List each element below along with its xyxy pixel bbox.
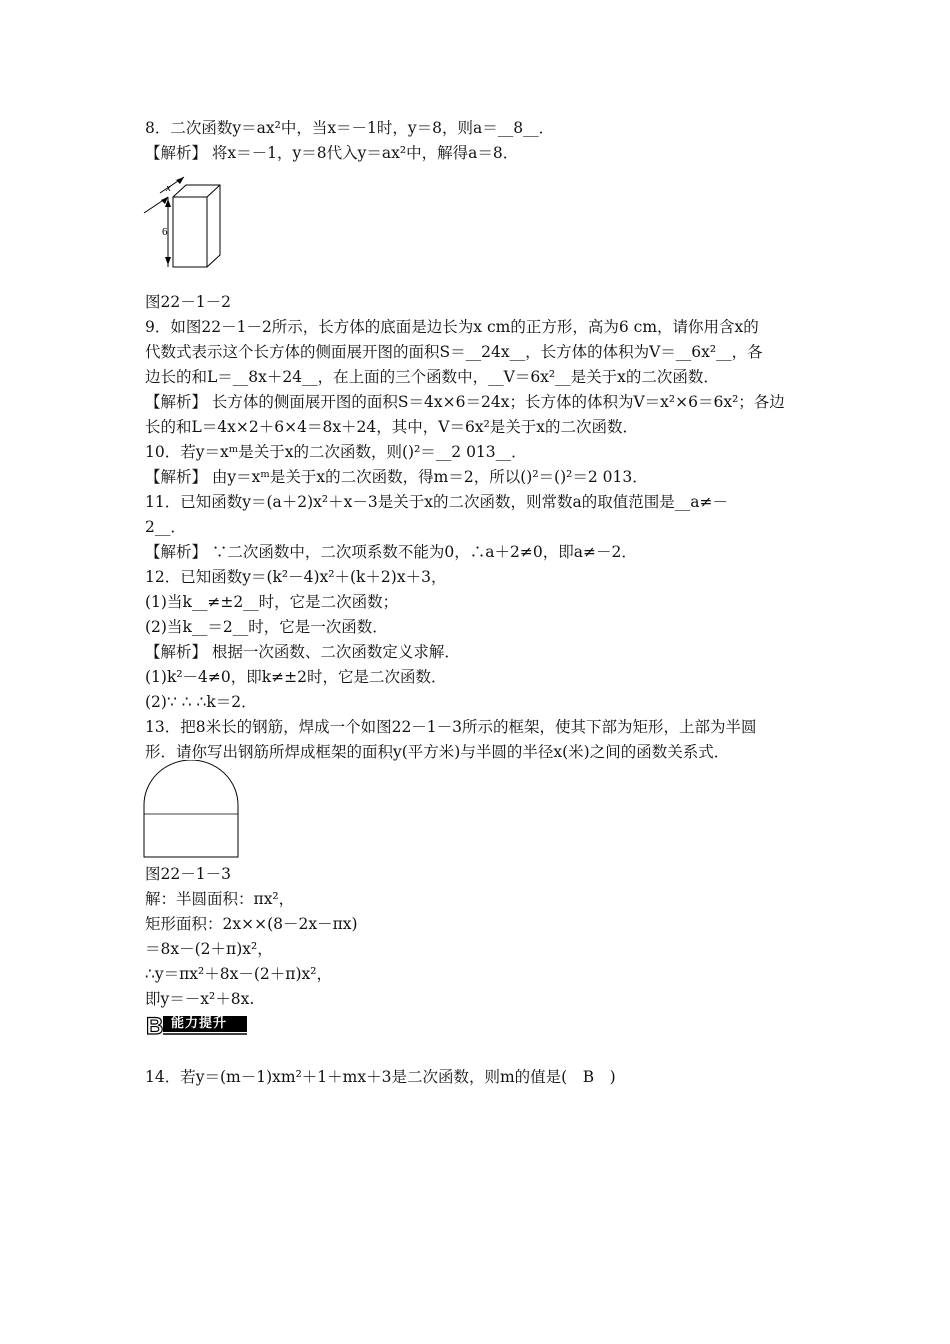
badge-letter: B <box>146 1013 164 1037</box>
box-front-face <box>173 197 207 267</box>
solution-line-4: ∴y＝πx²＋8x－(2＋π)x²， <box>145 965 332 983</box>
q11-line1: 11．已知函数y＝(a＋2)x²＋x－3是关于x的二次函数，则常数a的取值范围是__a≠－ <box>145 493 728 511</box>
q12-analysis: 【解析】 根据一次函数、二次函数定义求解． <box>145 643 460 661</box>
fig-22-1-2-caption: 图22－1－2 <box>145 293 231 311</box>
q12-question: 12．已知函数y＝(k²－4)x²＋(k＋2)x＋3， <box>145 568 447 586</box>
frame-figure <box>140 760 242 860</box>
box-figure <box>140 165 225 275</box>
q11-line2: 2__． <box>145 518 186 536</box>
q9-analysis1: 【解析】 长方体的侧面展开图的面积S＝4x×6＝24x；长方体的体积为V＝x²×6＝6x²；各边 <box>145 393 785 411</box>
q9-analysis2: 长的和L＝4x×2＋6×4＝8x＋24，其中，V＝6x²是关于x的二次函数． <box>145 418 639 436</box>
solution-line-5: 即y＝－x²＋8x. <box>145 990 255 1008</box>
solution-line-2: 矩形面积：2x××(8－2x－πx) <box>145 915 358 933</box>
fig-22-1-3-caption: 图22－1－3 <box>145 865 231 883</box>
q12-analysis2: (2)∵ ∴ ∴k＝2． <box>145 693 257 711</box>
frame-outline <box>144 760 238 857</box>
solution-line-3: ＝8x－(2＋π)x²， <box>145 940 273 958</box>
solution-line-1: 解：半圆面积：πx²， <box>145 890 295 908</box>
q10-analysis: 【解析】 由y＝xᵐ是关于x的二次函数，得m＝2，所以()²＝()²＝2 013． <box>145 468 648 486</box>
q8-question: 8．二次函数y＝ax²中，当x＝－1时，y＝8，则a＝__8__． <box>145 119 555 137</box>
q10-question: 10．若y＝xᵐ是关于x的二次函数，则()²＝__2 013__． <box>145 443 527 461</box>
q9-line1: 9．如图22－1－2所示，长方体的底面是边长为x cm的正方形，高为6 cm，请你用含x的 <box>145 318 759 336</box>
label-6: 6 <box>162 226 168 238</box>
section-badge <box>145 1013 250 1037</box>
q8-analysis: 【解析】 将x＝－1，y＝8代入y＝ax²中，解得a＝8． <box>145 144 519 162</box>
q9-line3: 边长的和L＝__8x＋24__，在上面的三个函数中，__V＝6x²__是关于x的二次函数． <box>145 368 719 386</box>
q12-part2: (2)当k__＝2__时，它是一次函数． <box>145 618 388 636</box>
q12-analysis1: (1)k²－4≠0，即k≠±2时，它是二次函数． <box>145 668 447 686</box>
q11-analysis: 【解析】 ∵二次函数中，二次项系数不能为0，∴a＋2≠0，即a≠－2． <box>145 543 637 561</box>
q13-line1: 13．把8米长的钢筋，焊成一个如图22－1－3所示的框架，使其下部为矩形，上部为半圆 <box>145 718 757 736</box>
q9-line2: 代数式表示这个长方体的侧面展开图的面积S＝__24x__，长方体的体积为V＝__6x²__，各 <box>145 343 763 361</box>
q13-line2: 形．请你写出钢筋所焊成框架的面积y(平方米)与半圆的半径x(米)之间的函数关系式． <box>145 743 730 761</box>
q12-part1: (1)当k__≠±2__时，它是二次函数； <box>145 593 399 611</box>
label-x: x <box>166 182 171 194</box>
badge-title: 能力提升 <box>171 1016 228 1031</box>
q14-question: 14．若y＝(m－1)xm²＋1＋mx＋3是二次函数，则m的值是( B ) <box>145 1068 616 1086</box>
